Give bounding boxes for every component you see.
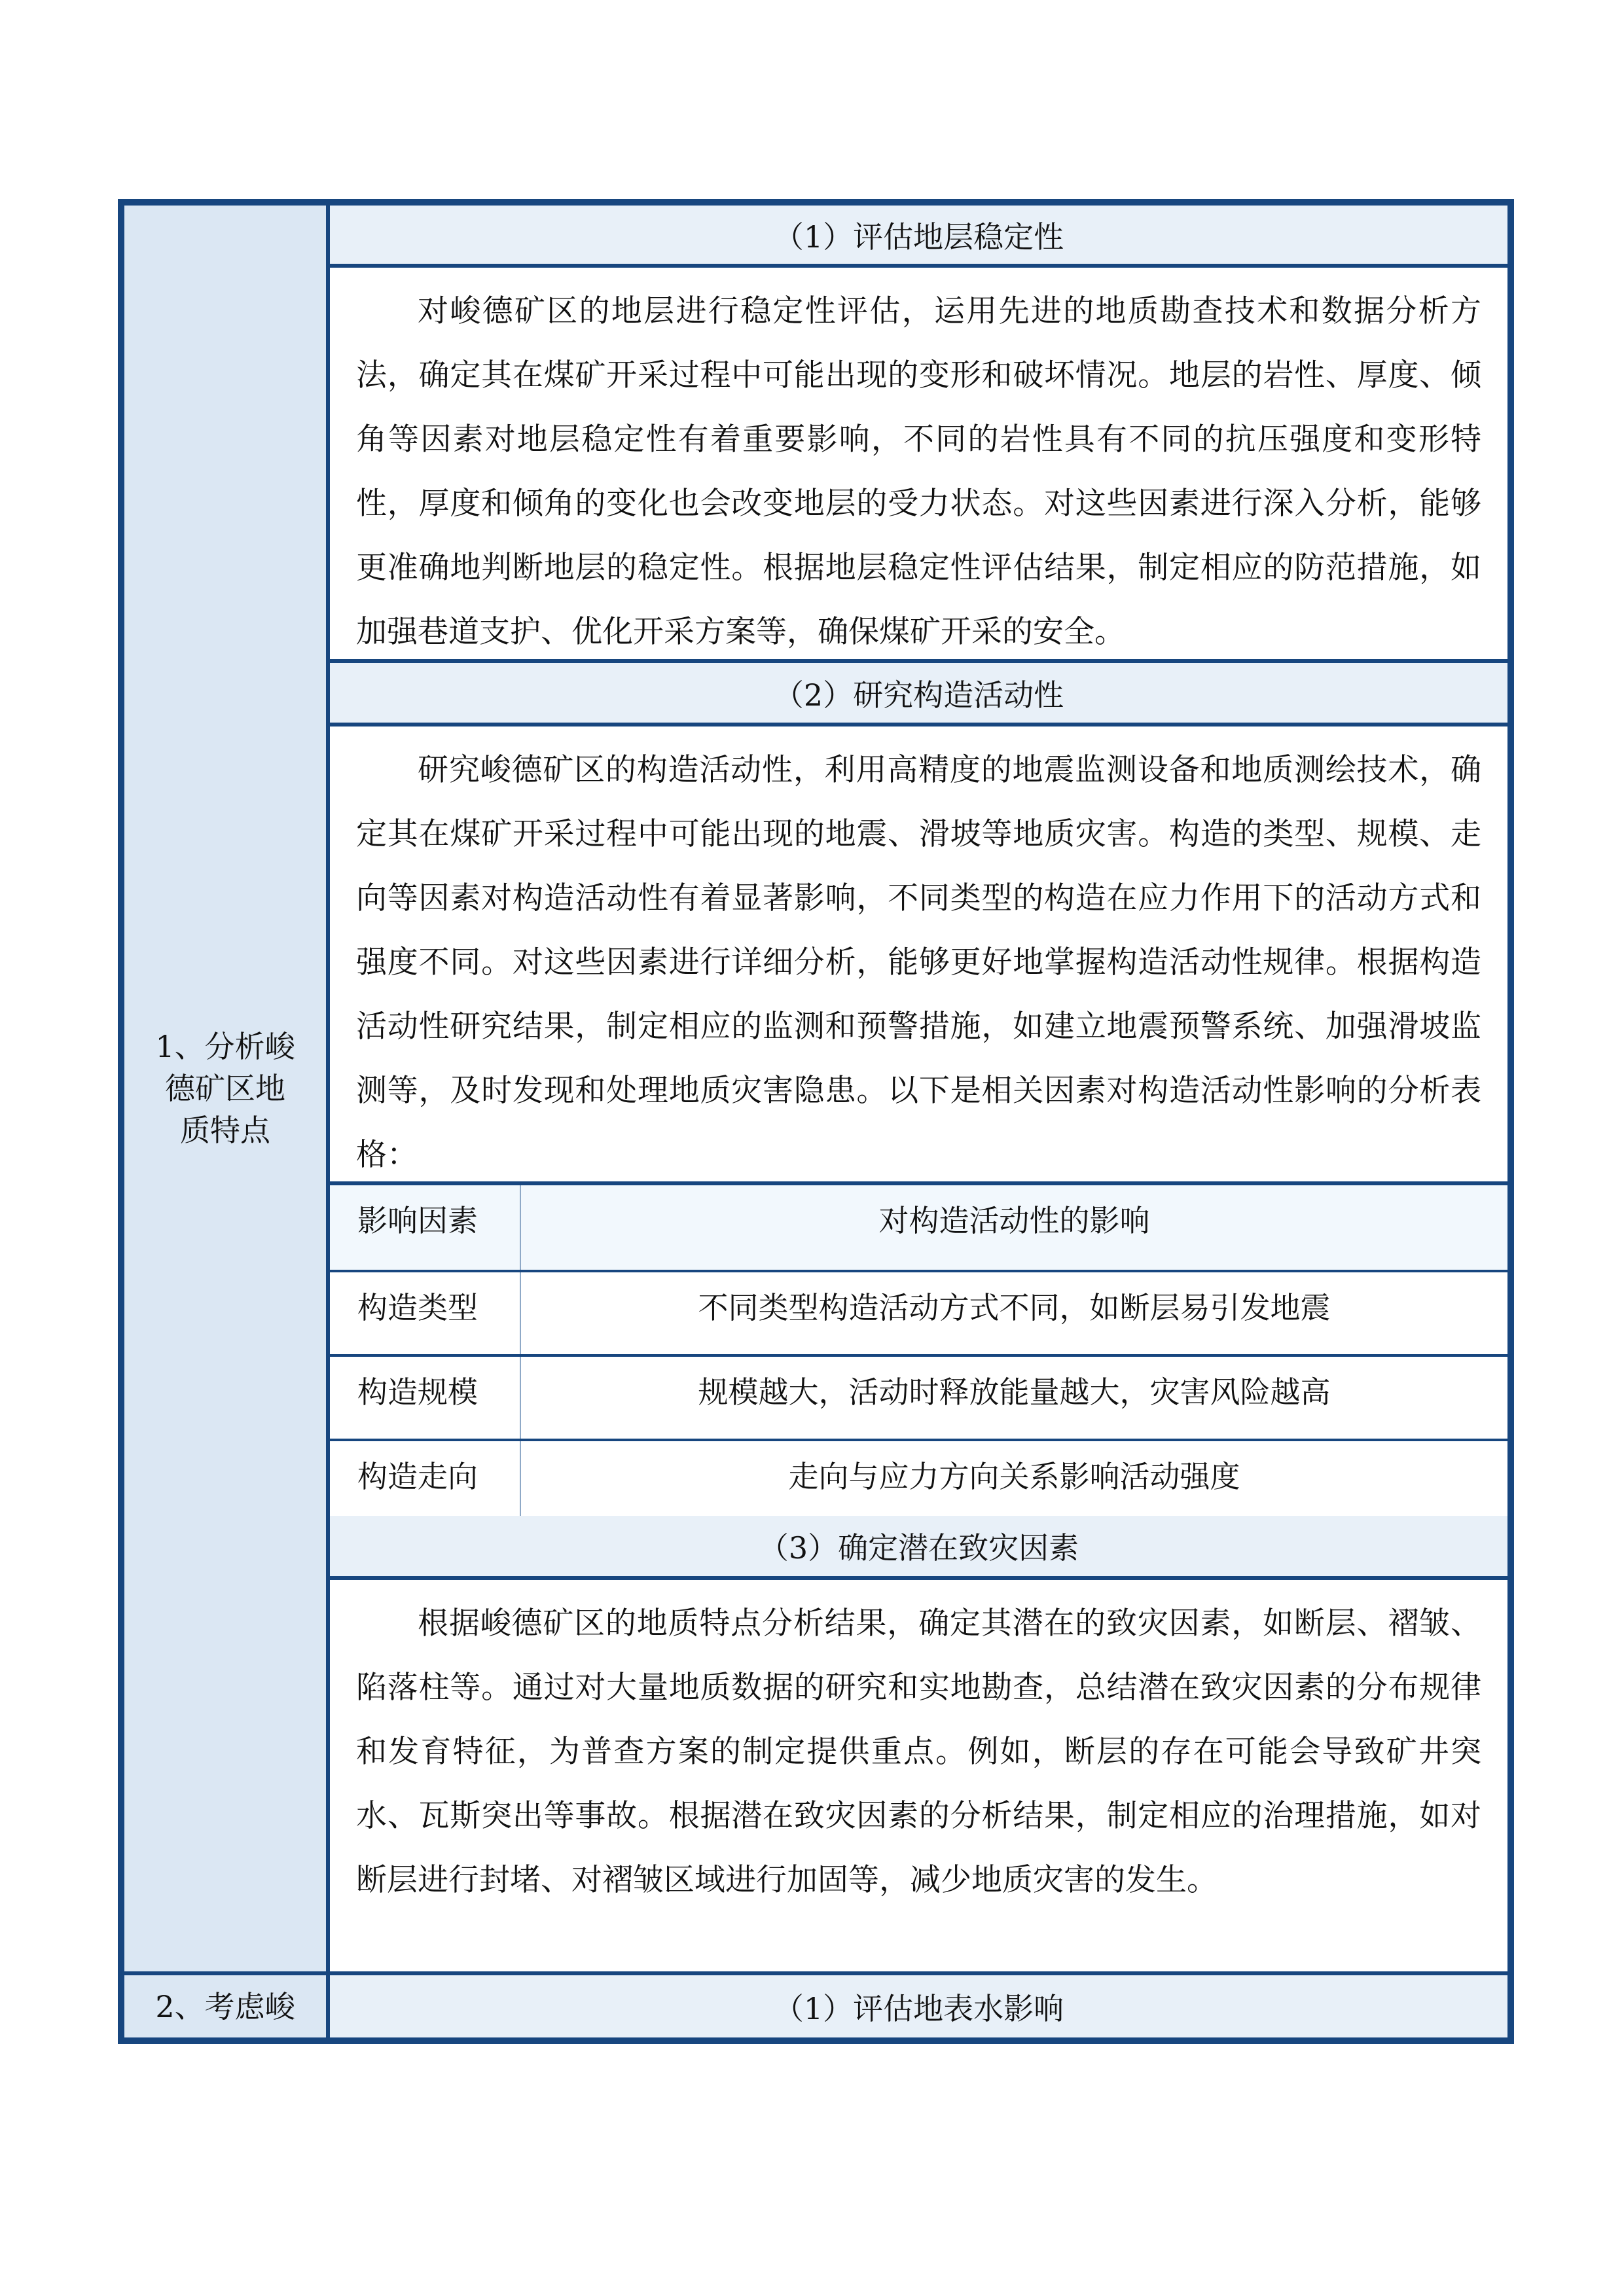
table-cell: 规模越大，活动时释放能量越大，灾害风险越高 bbox=[698, 1374, 1331, 1410]
subsection-header: （3）确定潜在致灾因素 bbox=[330, 1516, 1507, 1580]
table-row bbox=[330, 1272, 1507, 1357]
section-1-label-text: 1、分析峻德矿区地质特点 bbox=[155, 1029, 295, 1148]
table-cell: 构造类型 bbox=[330, 1272, 521, 1354]
subsection-header: （2）研究构造活动性 bbox=[330, 663, 1507, 726]
table-cell: 构造规模 bbox=[330, 1357, 521, 1439]
table-header-cell: 对构造活动性的影响 bbox=[878, 1203, 1150, 1238]
table-row bbox=[330, 1357, 1507, 1441]
section-1-label bbox=[124, 206, 330, 1975]
table-header-row bbox=[330, 1185, 1507, 1272]
table-cell: 构造走向 bbox=[330, 1441, 521, 1524]
paragraph: 研究峻德矿区的构造活动性，利用高精度的地震监测设备和地质测绘技术，确定其在煤矿开采过程中可能出现的地震、滑坡等地质灾害。构造的类型、规模、走向等因素对构造活动性有着显著影响，不同类型的构造在应力作用下的活动方式和强度不同。对这些因素进行详细分析，能够更好地掌握构造活动性规律。根据构造活动性研究结果，制定相应的监测和预警措施，如建立地震预警系统、加强滑坡监测等，及时发现和处理地质灾害隐患。以下是相关因素对构造活动性影响的分析表格： bbox=[330, 726, 1507, 1185]
section-2-label bbox=[124, 1975, 330, 2037]
section-2-label-text: 2、考虑峻 bbox=[155, 1988, 295, 2024]
subsection-header: （1）评估地层稳定性 bbox=[330, 206, 1507, 268]
paragraph: 根据峻德矿区的地质特点分析结果，确定其潜在的致灾因素，如断层、褶皱、陷落柱等。通过对大量地质数据的研究和实地勘查，总结潜在致灾因素的分布规律和发育特征，为普查方案的制定提供重点。例如，断层的存在可能会导致矿井突水、瓦斯突出等事故。根据潜在致灾因素的分析结果，制定相应的治理措施，如对断层进行封堵、对褶皱区域进行加固等，减少地质灾害的发生。 bbox=[330, 1580, 1507, 1975]
table-cell: 走向与应力方向关系影响活动强度 bbox=[788, 1459, 1240, 1494]
table-header-cell: 影响因素 bbox=[330, 1185, 521, 1270]
factor-table bbox=[330, 1185, 1507, 1528]
paragraph: 对峻德矿区的地层进行稳定性评估，运用先进的地质勘查技术和数据分析方法，确定其在煤矿开采过程中可能出现的变形和破坏情况。地层的岩性、厚度、倾角等因素对地层稳定性有着重要影响，不同的岩性具有不同的抗压强度和变形特性，厚度和倾角的变化也会改变地层的受力状态。对这些因素进行深入分析，能够更准确地判断地层的稳定性。根据地层稳定性评估结果，制定相应的防范措施，如加强巷道支护、优化开采方案等，确保煤矿开采的安全。 bbox=[330, 268, 1507, 663]
subsection-header: （1）评估地表水影响 bbox=[330, 1975, 1507, 2037]
table-cell: 不同类型构造活动方式不同，如断层易引发地震 bbox=[698, 1290, 1331, 1325]
table-row bbox=[330, 1441, 1507, 1528]
